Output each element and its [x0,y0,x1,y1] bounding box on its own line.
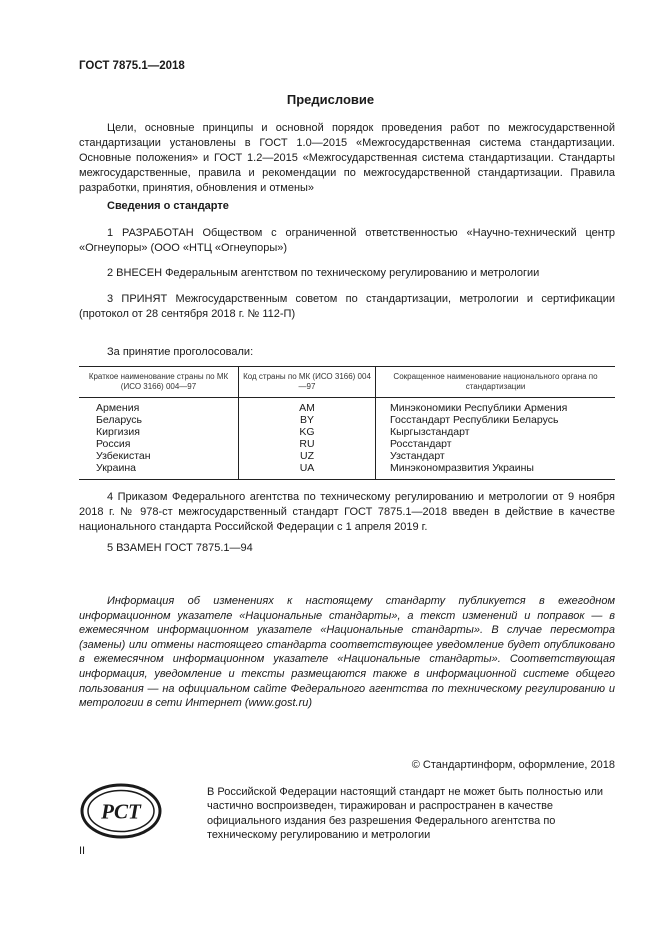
item-3-adopted: 3 ПРИНЯТ Межгосударственным советом по стандартизации, метрологии и сертификации (протокол от 28 сентября 2018 г. № 112-П) [79,293,615,320]
code-cell: UA [239,462,376,480]
body-cell: Росстандарт [376,438,616,450]
table-row [79,462,615,480]
vote-intro: За принятие проголосовали: [107,346,254,358]
country-cell: Узбекистан [96,450,151,462]
table-row [79,414,615,426]
item-4-enacted: 4 Приказом Федерального агентства по техническому регулированию и метрологии от 9 ноября 2018 г. № 978-ст межгосударственный стандарт ГОСТ 7875.1—2018 введен в действие в качестве национального стандарта Российской Федерации с 1 апреля 2019 г. [79,491,615,533]
body-cell: Минэкономразвития Украины [376,462,616,480]
table-row [79,450,615,462]
item-1-developed: 1 РАЗРАБОТАН Обществом с ограниченной ответственностью «Научно-технический центр «Огнеупоры» (ООО «НТЦ «Огнеупоры») [79,227,615,254]
col-header-country: Краткое наименование страны по МК (ИСО 3166) 004—97 [79,367,239,398]
table-row [79,426,615,438]
code-cell: BY [239,414,376,426]
table-row [79,438,615,450]
reproduction-notice: В Российской Федерации настоящий стандарт не может быть полностью или частично воспроизведен, тиражирован и распространен в качестве официального издания без разрешения Федерального агентства по техническому регулированию и метрологии [207,786,604,842]
document-code: ГОСТ 7875.1—2018 [79,60,185,72]
intro-paragraph: Цели, основные принципы и основной порядок проведения работ по межгосударственной стандартизации установлены в ГОСТ 1.0—2015 «Межгосударственная система стандартизации. Основные положения» и ГОСТ 1.2—2015 «Межгосударственная система стандартизации. Стандарты межгосударственные, правила и рекомендации по межгосударственной стандартизации. Правила разработки, принятия, обновления и отмены» [79,122,615,194]
col-header-code: Код страны по МК (ИСО 3166) 004—97 [239,367,376,398]
code-cell: KG [239,426,376,438]
country-cell: Украина [96,462,136,474]
body-cell: Кыргызстандарт [376,426,616,438]
country-cell: Россия [96,438,131,450]
item-5-replaces: 5 ВЗАМЕН ГОСТ 7875.1—94 [107,542,253,554]
table-row [79,398,615,415]
body-cell: Госстандарт Республики Беларусь [376,414,616,426]
voting-table [79,366,615,480]
code-cell: AM [239,398,376,415]
info-heading: Сведения о стандарте [107,200,229,212]
svg-text:РСТ: РСТ [101,799,141,824]
code-cell: UZ [239,450,376,462]
changes-info-block: Информация об изменениях к настоящему стандарту публикуется в ежегодном информационном указателе «Национальные стандарты», а текст изменений и поправок — в ежемесячном информационном указателе «Национальные стандарты». В случае пересмотра (замены) или отмены настоящего стандарта соответствующее уведомление будет опубликовано в ежемесячном информационном указателе «Национальные стандарты». Соответствующая информация, уведомление и тексты размещаются также в информационной системе общего пользования — на официальном сайте Федерального агентства по техническому регулированию и метрологии в сети Интернет (www.gost.ru) [79,595,615,710]
country-cell: Беларусь [96,414,142,426]
body-cell: Минэкономики Республики Армения [376,398,616,415]
col-header-body: Сокращенное наименование национального органа по стандартизации [376,367,616,398]
body-cell: Узстандарт [376,450,616,462]
country-cell: Армения [96,402,140,414]
copyright-line: © Стандартинформ, оформление, 2018 [411,759,615,771]
page-number: II [79,845,86,857]
section-title: Предисловие [286,92,375,107]
code-cell: RU [239,438,376,450]
rst-certification-mark-icon [80,783,162,839]
item-2-submitted: 2 ВНЕСЕН Федеральным агентством по техническому регулированию и метрологии [107,267,540,279]
country-cell: Киргизия [96,426,140,438]
